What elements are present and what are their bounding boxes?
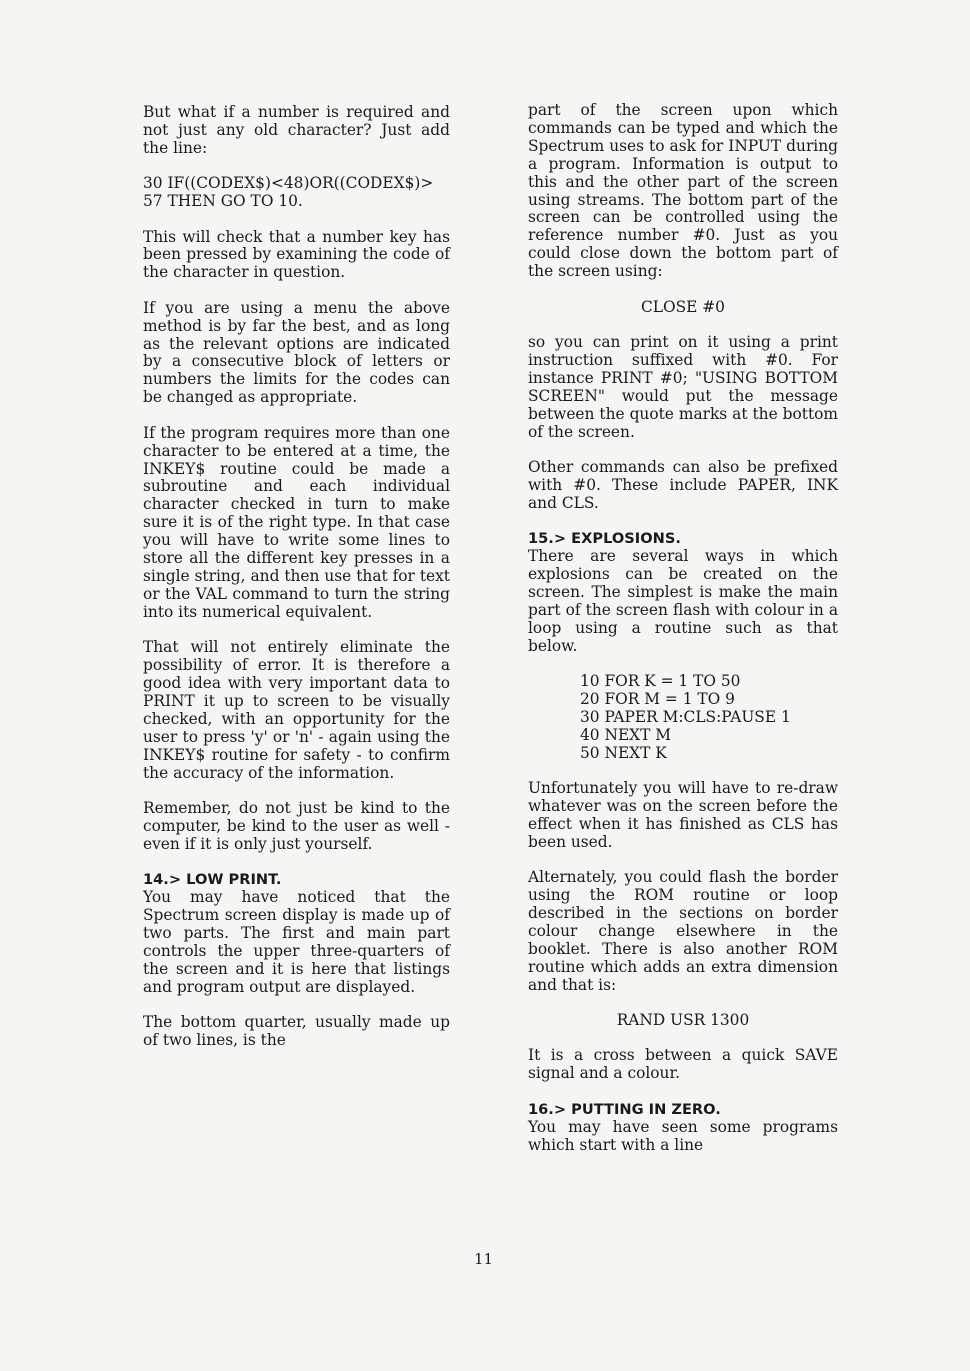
code-listing: 10 FOR K = 1 TO 50 20 FOR M = 1 TO 9 30 PAPER M:CLS:PAUSE 1 40 NEXT M 50 NEXT K	[580, 672, 791, 762]
section-heading-14: 14.> LOW PRINT.	[143, 871, 282, 889]
paragraph: part of the screen upon which commands can be typed and which the Spectrum uses to ask for INPUT during a program. Information is output to this and the other part of the screen using streams. The bottom part of the screen can be controlled using the reference number #0. Just as you could close down the bottom part of the screen using:	[528, 101, 838, 281]
paragraph: If you are using a menu the above method is by far the best, and as long as the relevant options are indicated by a consecutive block of letters or numbers the limits for the codes can be changed as appropriate.	[143, 298, 450, 407]
command-line: RAND USR 1300	[616, 1011, 750, 1030]
paragraph: This will check that a number key has been pressed by examining the code of the character in question.	[143, 227, 450, 282]
code-listing: 30 IF((CODEX$)<48)OR((CODEX$)> 57 THEN GO TO 10.	[143, 174, 434, 211]
paragraph: Alternately, you could flash the border using the ROM routine or loop described in the sections on border colour change elsewhere in the booklet. There is also another ROM routine which adds an extra dimension and that is:	[528, 868, 838, 994]
paragraph: You may have seen some programs which start with a line	[528, 1117, 838, 1154]
paragraph: so you can print on it using a print instruction suffixed with #0. For instance PRINT #0; "USING BOTTOM SCREEN" would put the message between the quote marks at the bottom of the screen.	[528, 332, 838, 441]
paragraph: If the program requires more than one character to be entered at a time, the INKEY$ routine could be made a subroutine and each individual character checked in turn to make sure it is of the right type. In that case you will have to write some lines to store all the different key presses in a single string, and then use that for text or the VAL command to turn the string into its numerical equivalent.	[143, 423, 450, 621]
section-heading-15: 15.> EXPLOSIONS.	[528, 530, 681, 548]
paragraph: But what if a number is required and not just any old character? Just add the line:	[143, 103, 450, 157]
left-column	[143, 104, 450, 1067]
right-column	[528, 102, 838, 1172]
paragraph: That will not entirely eliminate the possibility of error. It is therefore a good idea with very important data to PRINT it up to screen to be visually checked, with an opportunity for the user to press 'y' or 'n' - again using the INKEY$ routine for safety - to confirm the accuracy of the information.	[143, 638, 450, 782]
paragraph: Unfortunately you will have to re-draw whatever was on the screen before the effect when it has finished as CLS has been used.	[528, 779, 838, 851]
paragraph: The bottom quarter, usually made up of two lines, is the	[143, 1013, 450, 1049]
paragraph: Other commands can also be prefixed with #0. These include PAPER, INK and CLS.	[528, 457, 838, 512]
section-heading-16: 16.> PUTTING IN ZERO.	[528, 1100, 721, 1118]
paragraph: Remember, do not just be kind to the computer, be kind to the user as well - even if it is only just yourself.	[143, 798, 450, 853]
paragraph: There are several ways in which explosions can be created on the screen. The simplest is make the main part of the screen flash with colour in a loop using a routine such as that below.	[528, 547, 838, 655]
command-line: CLOSE #0	[641, 297, 725, 316]
paragraph: It is a cross between a quick SAVE signal and a colour.	[528, 1046, 838, 1083]
page-number: 11	[474, 1250, 494, 1268]
paragraph: You may have noticed that the Spectrum screen display is made up of two parts. The first and main part controls the upper three-quarters of the screen and it is here that listings and program output are displayed.	[143, 888, 450, 996]
